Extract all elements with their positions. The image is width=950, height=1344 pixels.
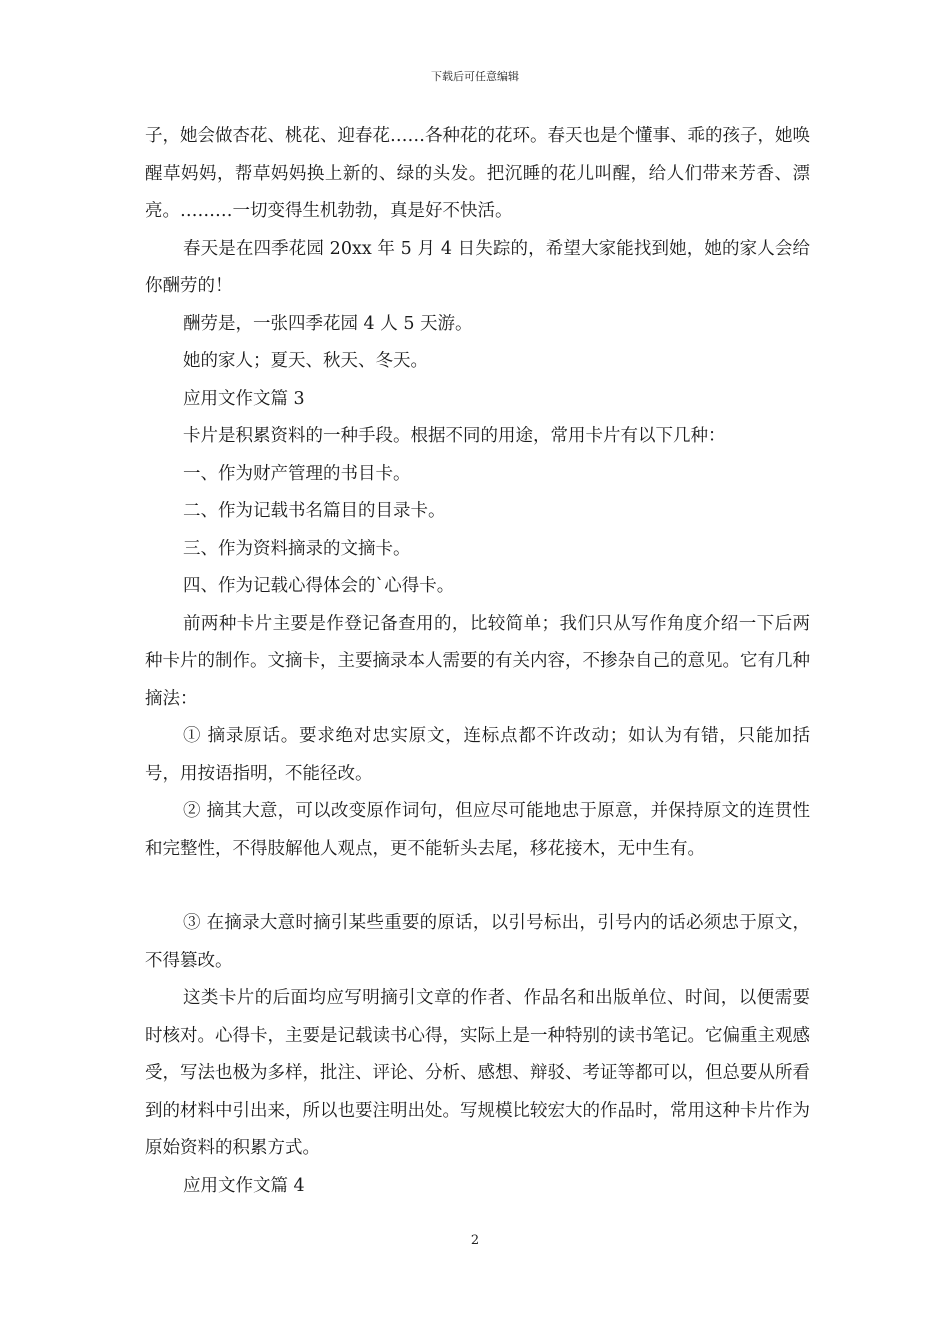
page-header: 下载后可任意编辑 [431, 70, 519, 83]
paragraph-1: 子，她会做杏花、桃花、迎春花……各种花的花环。春天也是个懂事、乖的孩子，她唤醒草妈妈，帮草妈妈换上新的、绿的头发。把沉睡的花儿叫醒，给人们带来芳香、漂亮。………一切变得生机勃勃，真是好不快活。 [145, 126, 810, 221]
section-heading-3: 应用文作文篇 3 [183, 388, 305, 409]
paragraph-7: 这类卡片的后面均应写明摘引文章的作者、作品名和出版单位、时间，以便需要时核对。心得卡，主要是记载读书心得，实际上是一种特别的读书笔记。它偏重主观感受，写法也极为多样，批注、评论、分析、感想、辩驳、考证等都可以，但总要从所看到的材料中引出来，所以也要注明出处。写规模比较宏大的作品时，常用这种卡片作为原始资料的积累方式。 [145, 988, 810, 1158]
section-heading-4: 应用文作文篇 4 [183, 1175, 305, 1196]
list-item-4: 四、作为记载心得体会的`心得卡。 [183, 576, 455, 596]
blank-line [145, 868, 810, 905]
method-item-2: ② 摘其大意，可以改变原作词句，但应尽可能地忠于原意，并保持原文的连贯性和完整性，不得肢解他人观点，更不能斩头去尾，移花接木，无中生有。 [145, 801, 810, 859]
paragraph-5: 卡片是积累资料的一种手段。根据不同的用途，常用卡片有以下几种： [183, 426, 726, 446]
page-number: 2 [470, 1233, 480, 1248]
method-item-3: ③ 在摘录大意时摘引某些重要的原话，以引号标出，引号内的话必须忠于原文，不得篡改。 [145, 913, 810, 971]
list-item-1: 一、作为财产管理的书目卡。 [183, 463, 411, 484]
list-item-2: 二、作为记载书名篇目的目录卡。 [183, 501, 446, 521]
paragraph-2: 春天是在四季花园 20xx 年 5 月 4 日失踪的，希望大家能找到她，她的家人会给你酬劳的！ [145, 238, 810, 296]
paragraph-4: 她的家人；夏天、秋天、冬天。 [183, 351, 428, 371]
method-item-1: ① 摘录原话。要求绝对忠实原文，连标点都不许改动；如认为有错，只能加括号，用按语指明，不能径改。 [145, 726, 810, 784]
paragraph-3: 酬劳是，一张四季花园 4 人 5 天游。 [183, 313, 473, 334]
document-body [145, 118, 810, 1205]
list-item-3: 三、作为资料摘录的文摘卡。 [183, 538, 411, 559]
paragraph-6: 前两种卡片主要是作登记备查用的，比较简单；我们只从写作角度介绍一下后两种卡片的制作。文摘卡，主要摘录本人需要的有关内容，不掺杂自己的意见。它有几种摘法： [145, 613, 810, 709]
